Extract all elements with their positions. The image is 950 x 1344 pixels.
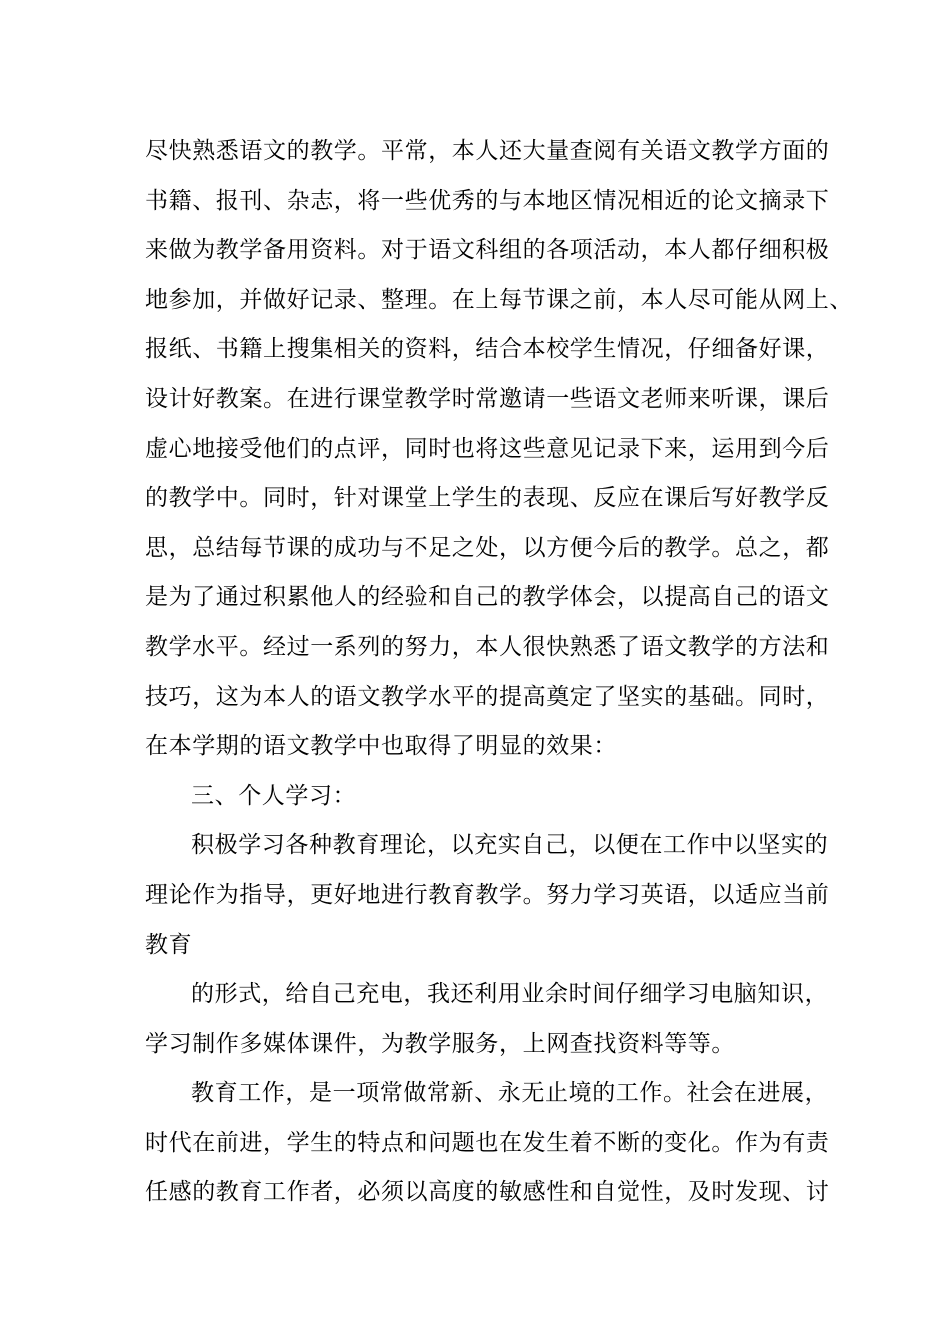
text-line: 理论作为指导，更好地进行教育教学。努力学习英语，以适应当前 [145,881,830,908]
text-line: 积极学习各种教育理论，以充实自己，以便在工作中以坚实的 [191,832,829,859]
text-line: 的形式，给自己充电，我还利用业余时间仔细学习电脑知识， [191,981,829,1008]
text-line: 在本学期的语文教学中也取得了明显的效果： [145,733,617,760]
text-line: 教育 [145,931,193,958]
text-line: 教学水平。经过一系列的努力，本人很快熟悉了语文教学的方法和 [145,633,830,660]
text-line: 地参加，并做好记录、整理。在上每节课之前，本人尽可能从网上、 [145,286,853,313]
text-line: 思，总结每节课的成功与不足之处，以方便今后的教学。总之，都 [145,534,830,561]
text-line: 的教学中。同时，针对课堂上学生的表现、反应在课后写好教学反 [145,485,830,512]
text-line: 任感的教育工作者，必须以高度的敏感性和自觉性，及时发现、讨 [145,1179,830,1206]
text-line: 是为了通过积累他人的经验和自己的教学体会，以提高自己的语文 [145,584,830,611]
text-line: 尽快熟悉语文的教学。平常，本人还大量查阅有关语文教学方面的 [145,138,830,164]
text-line: 报纸、书籍上搜集相关的资料，结合本校学生情况，仔细备好课， [145,336,830,363]
text-line: 虚心地接受他们的点评，同时也将这些意见记录下来，运用到今后 [145,435,830,462]
text-line: 时代在前进，学生的特点和问题也在发生着不断的变化。作为有责 [145,1129,830,1156]
text-line: 技巧，这为本人的语文教学水平的提高奠定了坚实的基础。同时， [145,683,830,710]
text-line: 设计好教案。在进行课堂教学时常邀请一些语文老师来听课，课后 [145,385,830,412]
text-line: 来做为教学备用资料。对于语文科组的各项活动，本人都仔细积极 [145,237,830,264]
section-heading: 三、个人学习： [191,782,357,809]
text-line: 书籍、报刊、杂志，将一些优秀的与本地区情况相近的论文摘录下 [145,187,830,214]
text-line: 学习制作多媒体课件，为教学服务，上网查找资料等等。 [145,1030,735,1057]
text-line: 教育工作，是一项常做常新、永无止境的工作。社会在进展， [191,1080,829,1107]
body-text [145,133,865,1224]
